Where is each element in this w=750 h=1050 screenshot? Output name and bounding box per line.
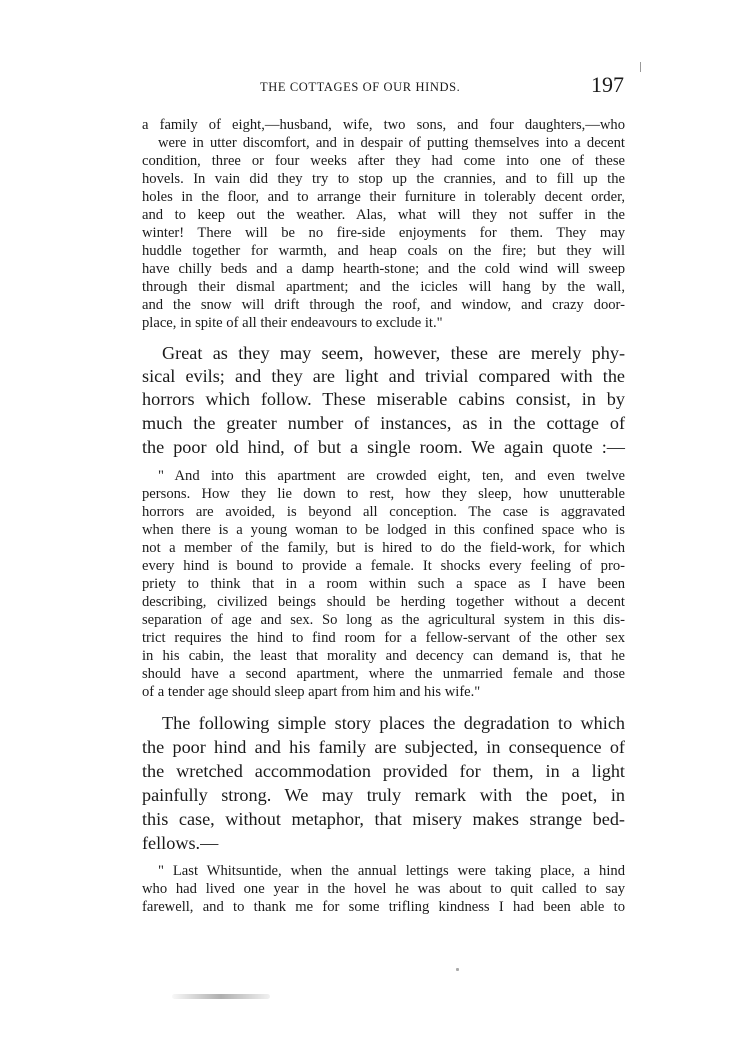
body-line: Great as they may seem, however, these are merely phy- — [162, 343, 625, 363]
quote-line: holes in the floor, and to arrange their furniture in tolerably decent order, — [142, 189, 625, 205]
body-line: sical evils; and they are light and trivial compared with the — [142, 366, 625, 386]
quote-line: should have a second apartment, where the unmarried female and those — [142, 666, 625, 682]
ink-smudge — [172, 994, 270, 999]
body-line: much the greater number of instances, as in the cottage of — [142, 413, 625, 433]
quote-line: winter! There will be no fire-side enjoyments for them. They may — [142, 225, 625, 241]
quote-line: through their dismal apartment; and the icicles will hang by the wall, — [142, 279, 625, 295]
margin-mark — [640, 62, 641, 72]
quote-line: huddle together for warmth, and heap coals on the fire; but they will — [142, 243, 625, 259]
quote-line: place, in spite of all their endeavours to exclude it." — [142, 315, 443, 331]
page-number: 197 — [591, 72, 624, 97]
body-line: painfully strong. We may truly remark with the poet, in — [142, 785, 625, 805]
quote-line: describing, civilized beings should be herding together without a decent — [142, 594, 625, 610]
quote-line: horrors are avoided, is beyond all conception. The case is aggravated — [142, 504, 625, 520]
quote-line: have chilly beds and a damp hearth-stone; and the cold wind will sweep — [142, 261, 625, 277]
quote-line: a family of eight,—husband, wife, two sons, and four daughters,—who — [142, 117, 625, 133]
running-title: THE COTTAGES OF OUR HINDS. — [260, 80, 461, 94]
quote-line: " Last Whitsuntide, when the annual lettings were taking place, a hind — [158, 863, 625, 879]
body-line: The following simple story places the degradation to which — [162, 713, 625, 733]
quote-line: were in utter discomfort, and in despair of putting themselves into a decent — [158, 135, 625, 151]
quote-line: priety to think that in a room within such a space as I have been — [142, 576, 625, 592]
body-line: this case, without metaphor, that misery makes strange bed- — [142, 809, 625, 829]
quote-line: of a tender age should sleep apart from him and his wife." — [142, 684, 481, 700]
quote-line: not a member of the family, but is hired to do the field-work, for which — [142, 540, 625, 556]
quote-line: hovels. In vain did they try to stop up the crannies, and to fill up the — [142, 171, 625, 187]
body-line: horrors which follow. These miserable cabins consist, in by — [142, 389, 625, 409]
page-header — [142, 74, 624, 104]
body-line: fellows.— — [142, 833, 219, 853]
quote-line: who had lived one year in the hovel he was about to quit called to say — [142, 881, 625, 897]
body-line: the poor hind and his family are subjected, in consequence of — [142, 737, 625, 757]
paper-speck — [456, 968, 459, 971]
body-line: the wretched accommodation provided for them, in a light — [142, 761, 625, 781]
quote-line: trict requires the hind to find room for a fellow-servant of the other sex — [142, 630, 625, 646]
quote-line: every hind is bound to provide a female. It shocks every feeling of pro- — [142, 558, 625, 574]
quote-line: " And into this apartment are crowded eight, ten, and even twelve — [158, 468, 625, 484]
quote-line: separation of age and sex. So long as the agricultural system in this dis- — [142, 612, 625, 628]
body-line: the poor old hind, of but a single room. We again quote :— — [142, 437, 625, 457]
quote-line: condition, three or four weeks after they had come into one of these — [142, 153, 625, 169]
quote-line: in his cabin, the least that morality and decency can demand is, that he — [142, 648, 625, 664]
quote-line: and the snow will drift through the roof, and window, and crazy door- — [142, 297, 625, 313]
quote-line: and to keep out the weather. Alas, what will they not suffer in the — [142, 207, 625, 223]
quote-line: when there is a young woman to be lodged in this confined space who is — [142, 522, 625, 538]
quote-line: persons. How they lie down to rest, how they sleep, how unutterable — [142, 486, 625, 502]
quote-line: farewell, and to thank me for some trifling kindness I had been able to — [142, 899, 625, 915]
